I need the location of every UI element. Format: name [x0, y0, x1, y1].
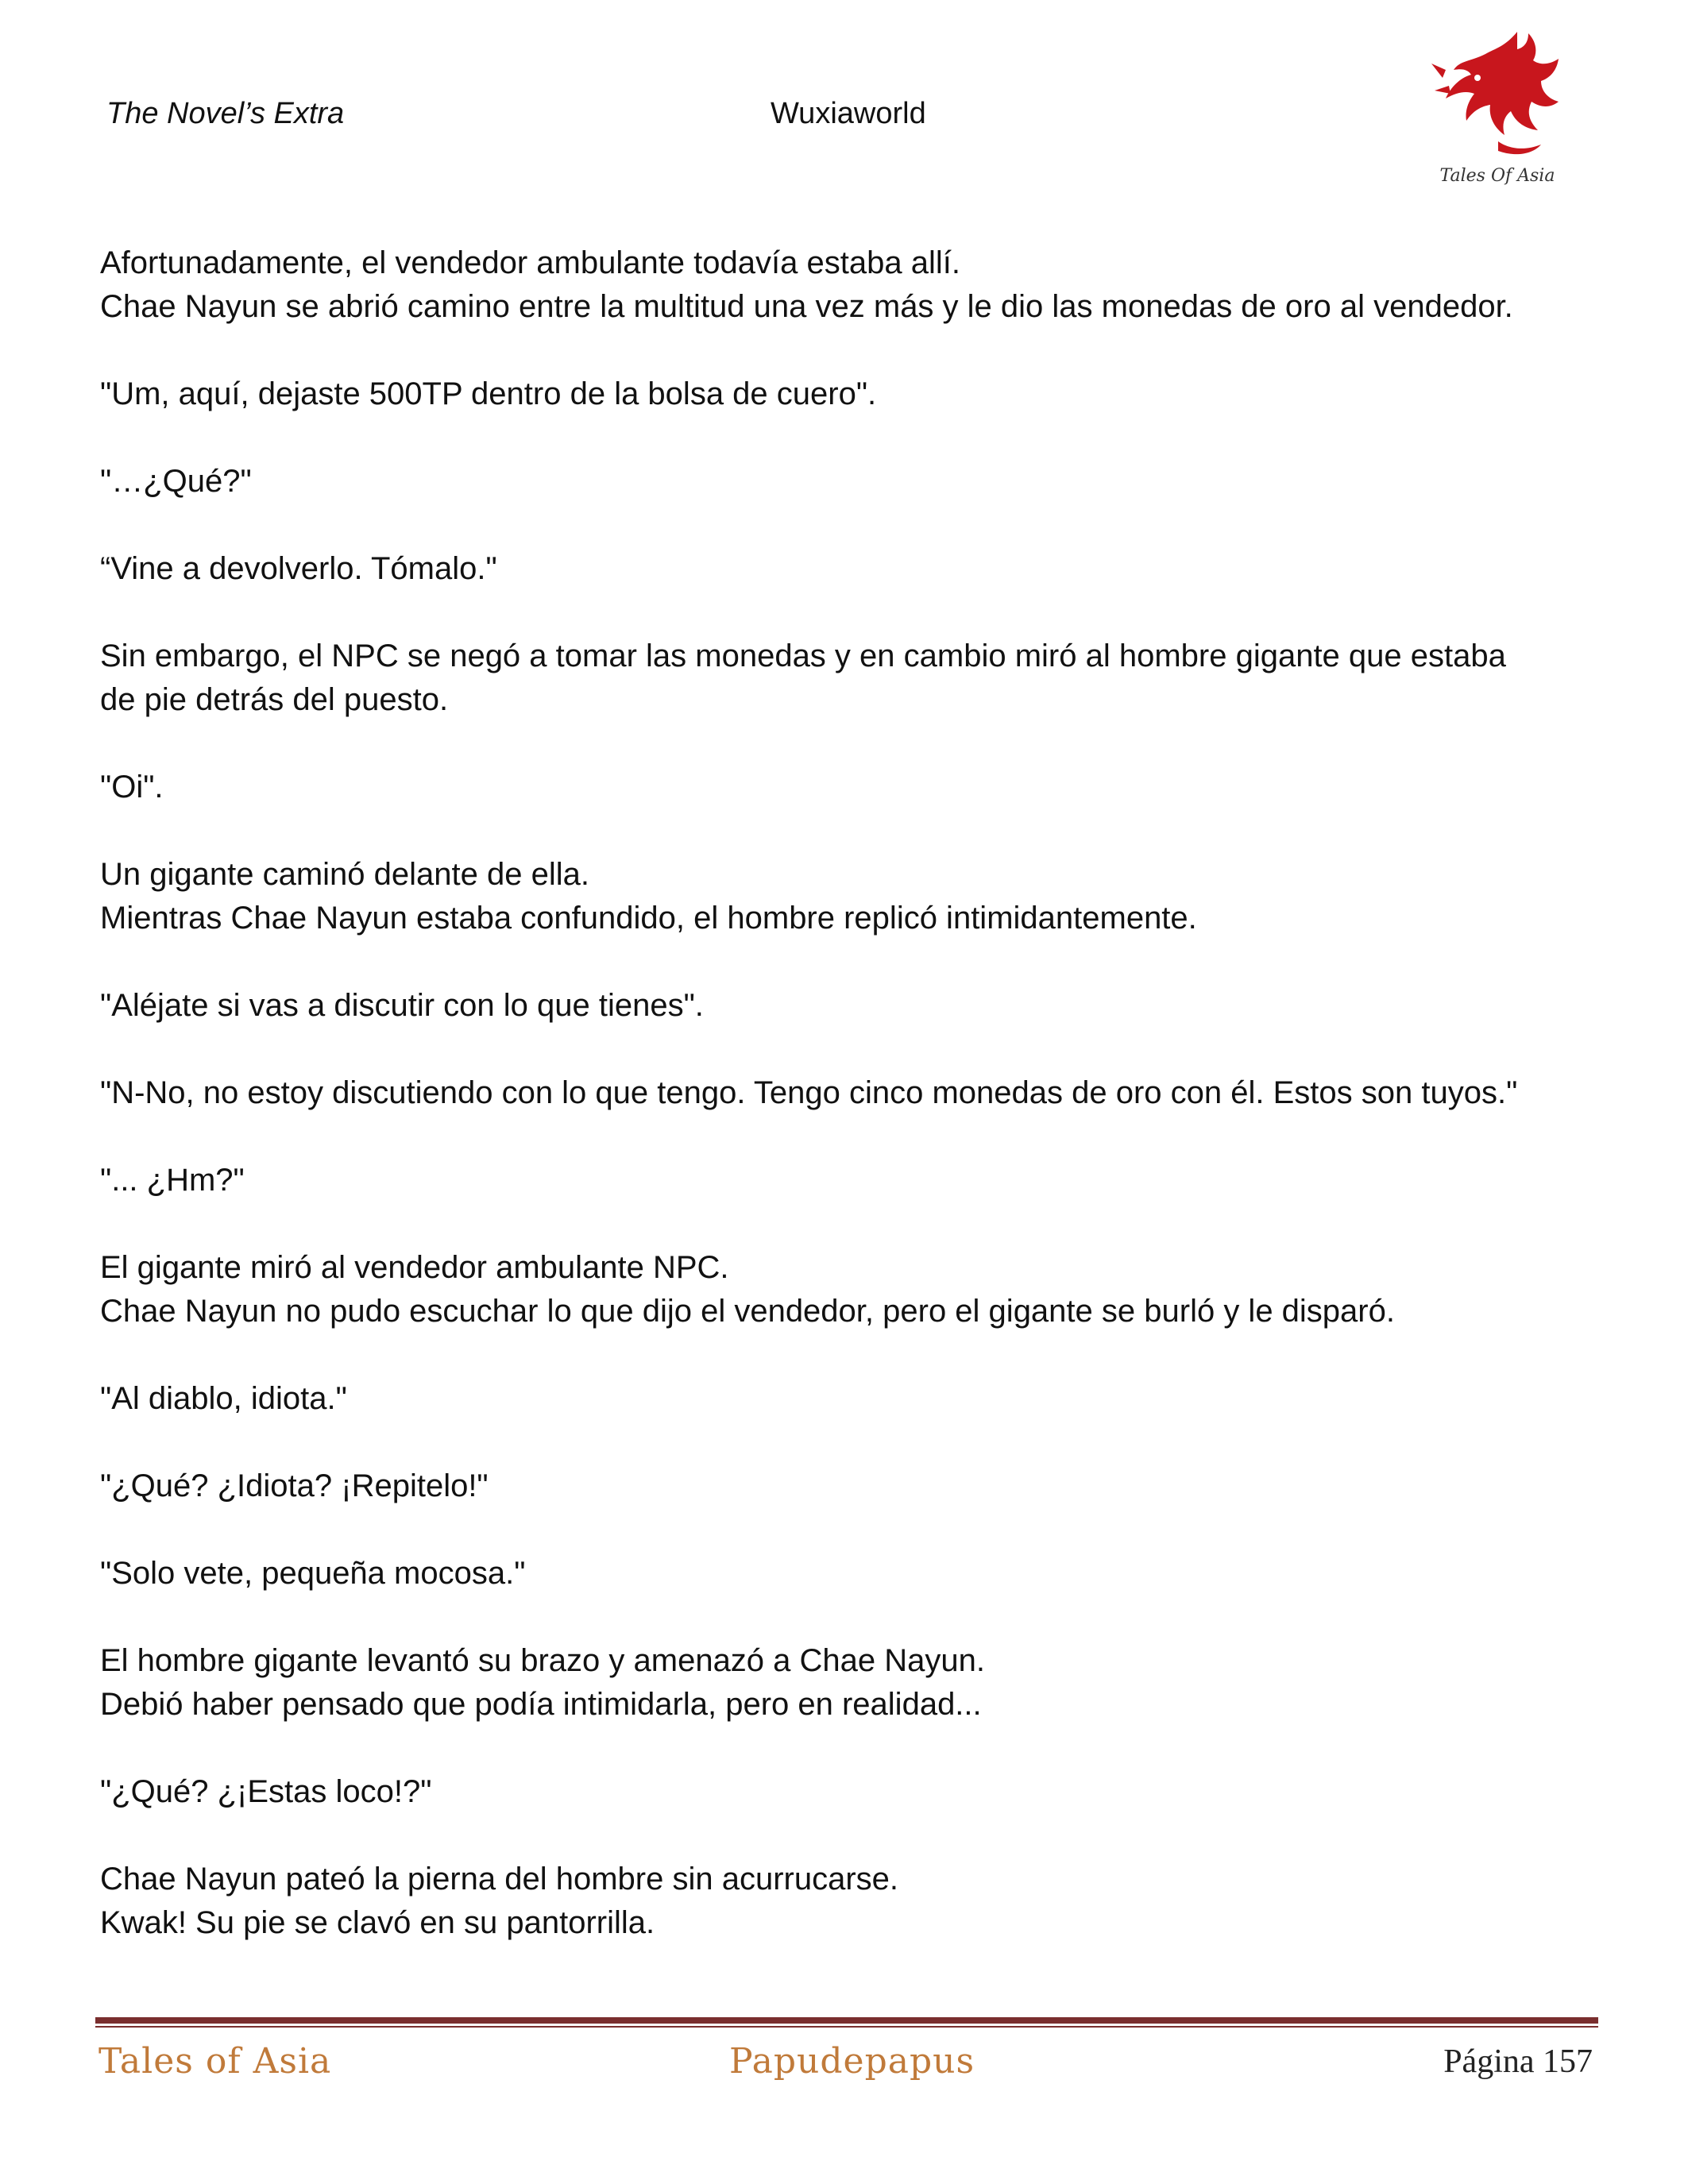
dragon-logo-icon	[1422, 22, 1573, 189]
page-body	[100, 241, 1593, 1989]
paragraph: El gigante miró al vendedor ambulante NPC. Chae Nayun no pudo escuchar lo que dijo el vendedor, pero el gigante se burló y le disparó.	[100, 1250, 1395, 1329]
page-number: Página 157	[1443, 2043, 1593, 2080]
paragraph: "Oi".	[100, 770, 164, 805]
paragraph: "... ¿Hm?"	[100, 1163, 245, 1198]
tales-of-asia-logo	[1422, 22, 1573, 189]
paragraph: "¿Qué? ¿Idiota? ¡Repitelo!"	[100, 1468, 489, 1503]
paragraph: "N-No, no estoy discutiendo con lo que tengo. Tengo cinco monedas de oro con él. Estos son tuyos."	[100, 1075, 1518, 1110]
svg-text:Tales Of Asia: Tales Of Asia	[1439, 166, 1555, 186]
footer-publisher: Tales of Asia	[98, 2041, 332, 2082]
footer-translator: Papudepapus	[729, 2041, 975, 2082]
footer-divider	[95, 2017, 1598, 2028]
header-title: The Novel’s Extra	[106, 97, 345, 130]
paragraph: Afortunadamente, el vendedor ambulante todavía estaba allí. Chae Nayun se abrió camino entre la multitud una vez más y le dio las monedas de oro al vendedor.	[100, 245, 1513, 324]
paragraph: Sin embargo, el NPC se negó a tomar las monedas y en cambio miró al hombre gigante que estaba de pie detrás del puesto.	[100, 639, 1506, 717]
header-site: Wuxiaworld	[771, 97, 926, 130]
paragraph: “Vine a devolverlo. Tómalo."	[100, 551, 497, 586]
paragraph: "Aléjate si vas a discutir con lo que tienes".	[100, 988, 704, 1023]
paragraph: "Um, aquí, dejaste 500TP dentro de la bolsa de cuero".	[100, 376, 877, 411]
paragraph: "Al diablo, idiota."	[100, 1381, 347, 1416]
paragraph: "Solo vete, pequeña mocosa."	[100, 1556, 526, 1591]
paragraph: Un gigante caminó delante de ella. Mientras Chae Nayun estaba confundido, el hombre replicó intimidantemente.	[100, 857, 1197, 936]
paragraph: "¿Qué? ¿¡Estas loco!?"	[100, 1774, 432, 1809]
paragraph: Chae Nayun pateó la pierna del hombre sin acurrucarse. Kwak! Su pie se clavó en su pantorrilla.	[100, 1862, 899, 1940]
paragraph: "…¿Qué?"	[100, 464, 252, 499]
paragraph: El hombre gigante levantó su brazo y amenazó a Chae Nayun. Debió haber pensado que podía intimidarla, pero en realidad...	[100, 1643, 986, 1722]
